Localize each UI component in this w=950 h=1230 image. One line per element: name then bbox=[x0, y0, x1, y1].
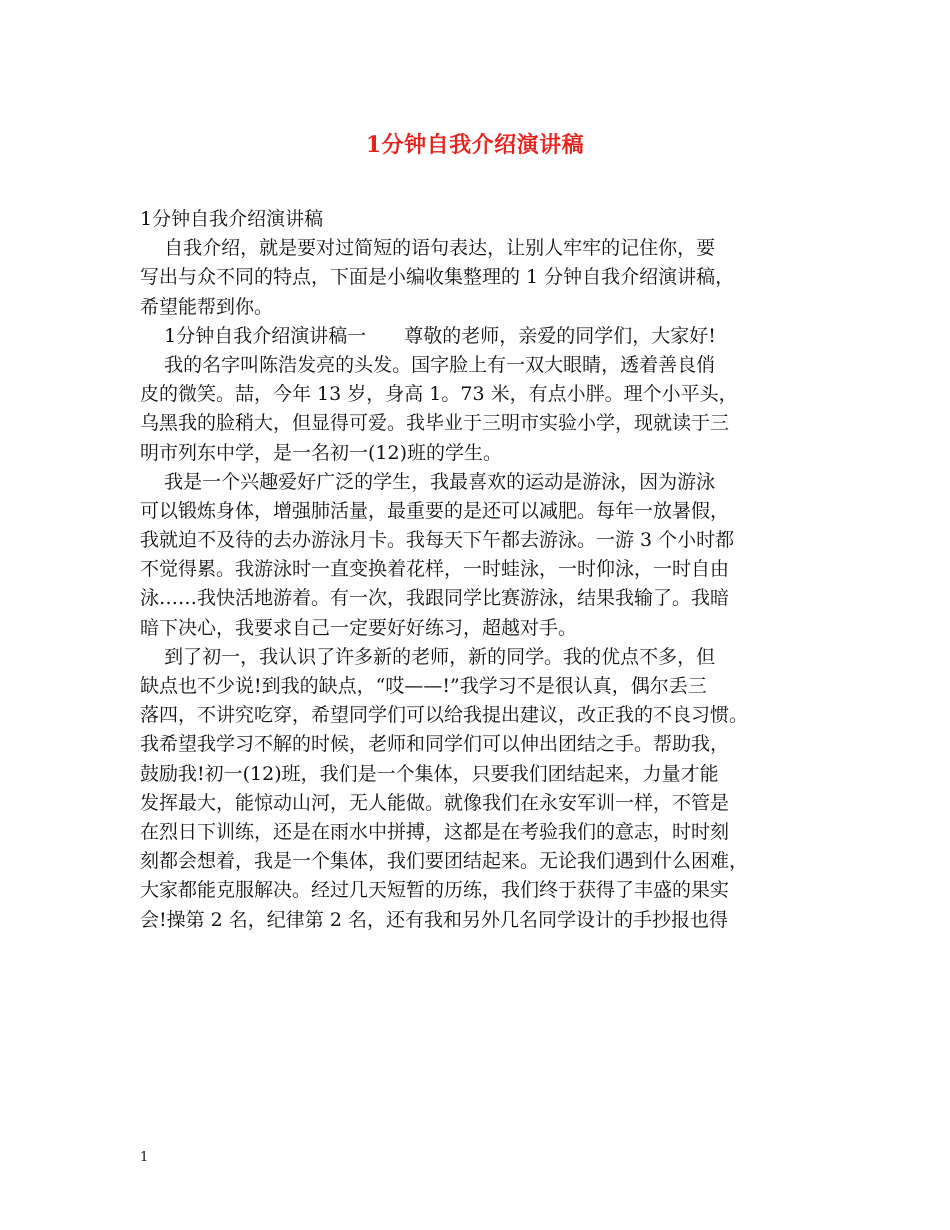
body-line: 落四，不讲究吃穿，希望同学们可以给我提出建议，改正我的不良习惯。 bbox=[140, 704, 749, 727]
document-body bbox=[140, 205, 820, 935]
body-line: 乌黑我的脸稍大，但显得可爱。我毕业于三明市实验小学，现就读于三 bbox=[140, 412, 730, 435]
body-line: 我是一个兴趣爱好广泛的学生，我最喜欢的运动是游泳，因为游泳 bbox=[140, 470, 716, 493]
body-line: 大家都能克服解决。经过几天短暂的历练，我们终于获得了丰盛的果实 bbox=[140, 879, 730, 902]
body-line: 明市列东中学，是一名初一(12)班的学生。 bbox=[140, 441, 503, 464]
body-line: 缺点也不少说!到我的缺点，“哎——!”我学习不是很认真，偶尔丢三 bbox=[140, 675, 707, 697]
body-line: 希望能帮到你。 bbox=[140, 295, 274, 318]
body-line: 我就迫不及待的去办游泳月卡。我每天下午都去游泳。一游 3 个小时都 bbox=[140, 529, 735, 552]
body-line: 我的名字叫陈浩发亮的头发。国字脸上有一双大眼睛，透着善良俏 bbox=[140, 353, 716, 376]
body-line: 1分钟自我介绍演讲稿 bbox=[140, 208, 324, 230]
body-line: 到了初一，我认识了许多新的老师，新的同学。我的优点不多，但 bbox=[140, 645, 716, 668]
page-number: 1 bbox=[140, 1150, 149, 1165]
body-line: 自我介绍，就是要对过简短的语句表达，让别人牢牢的记住你，要 bbox=[140, 237, 716, 260]
body-line: 可以锻炼身体，增强肺活量，最重要的是还可以减肥。每年一放暑假， bbox=[140, 499, 730, 522]
body-line: 泳……我快活地游着。有一次，我跟同学比赛游泳，结果我输了。我暗 bbox=[140, 587, 730, 610]
body-line: 刻都会想着，我是一个集体，我们要团结起来。无论我们遇到什么困难， bbox=[140, 850, 749, 873]
body-line: 皮的微笑。喆，今年 13 岁，身高 1。73 米，有点小胖。理个小平头， bbox=[140, 383, 738, 406]
body-line: 会!操第 2 名，纪律第 2 名，还有我和另外几名同学设计的手抄报也得 bbox=[140, 908, 728, 931]
body-line: 在烈日下训练，还是在雨水中拼搏，这都是在考验我们的意志，时时刻 bbox=[140, 820, 730, 843]
body-line: 发挥最大，能惊动山河，无人能做。就像我们在永安军训一样，不管是 bbox=[140, 791, 730, 814]
body-line: 我希望我学习不解的时候，老师和同学们可以伸出团结之手。帮助我， bbox=[140, 733, 730, 756]
body-line: 不觉得累。我游泳时一直变换着花样，一时蛙泳，一时仰泳，一时自由 bbox=[140, 558, 730, 581]
body-line: 暗下决心，我要求自己一定要好好练习，超越对手。 bbox=[140, 616, 578, 639]
body-line: 鼓励我!初一(12)班，我们是一个集体，只要我们团结起来，力量才能 bbox=[140, 762, 719, 785]
body-line: 写出与众不同的特点，下面是小编收集整理的 1 分钟自我介绍演讲稿， bbox=[140, 266, 735, 289]
document-title: 1分钟自我介绍演讲稿 bbox=[365, 132, 585, 158]
body-line: 1分钟自我介绍演讲稿一 尊敬的老师，亲爱的同学们，大家好! bbox=[140, 324, 716, 347]
